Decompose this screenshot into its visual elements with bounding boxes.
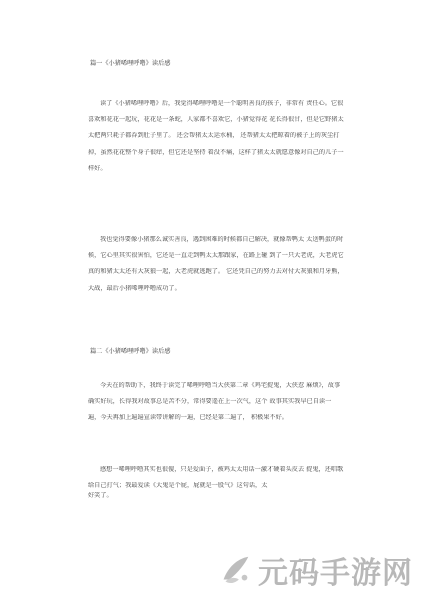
paragraph-line: 真的和猪太太还有大灰狼一起，大老虎就逃跑了。 它还凭自己的努力去对付大灰狼和月牙熊， (88, 268, 344, 276)
section-1-title: 篇一《小猪唏哩呼噜》读后感 (90, 60, 171, 67)
paragraph-line: 读了《小猪唏哩呼噜》后，我觉得唏哩呼噜是一个聪明善良的孩子，非常有 责任心。它很 (100, 100, 344, 107)
watermark-text: 元码手游网 (258, 556, 413, 591)
paragraph-line: 样好。 (88, 164, 107, 172)
paragraph-line: 给自己打气；我最爱读《大鬼是个屁，屁就是一股气》这句话，太 (88, 482, 268, 490)
paragraph-line: 遍，今天再加上遍遍宣读带讲解的一遍，已经是第二遍了， 积极果不好。 (88, 414, 288, 422)
paragraph-line: 大战，最后小猪唏哩呼噜成功了。 (88, 284, 181, 292)
paragraph-line: 好笑了。 (88, 492, 113, 500)
brush-logo-icon (216, 551, 254, 589)
paragraph-line: 确实好玩，长得我对故事总是苦不分，常得要遥在上一次气，这个 故事其实我早已自读一 (88, 398, 332, 406)
site-watermark (216, 548, 413, 592)
paragraph-line: 今天在的帮助下，我终于读完了唏哩呼噜当大侠第二章《鸡宅捉鬼，大侠惹 麻烦》，故事 (100, 382, 341, 389)
paragraph-line: 掉，虽然花花整个身子很痒，但它还是坚持 着没不痛，这样了猪太太就愿意像对自己的儿子一 (88, 148, 344, 156)
section-1-paragraph-1 (88, 100, 348, 173)
paragraph-line: 感想一唏哩呼噜其实也很傻，只是爱面子，被鸡太太用话一激才硬着头皮去 捉鬼，还唱歌 (100, 466, 344, 473)
paragraph-line: 太把两只耗子都吞到肚子里了。 还会帮猪太太运水桶， 还帮猪太太把晾着的被子上的灰尘打 (88, 132, 340, 140)
section-1-paragraph-2 (88, 236, 348, 293)
paragraph-line: 我也觉得要像小猪那么诚实善良，遇到困难的时候都自己解决，就像帮鸭太 太送鸭蛋的时 (100, 236, 344, 243)
paragraph-line: 候，它心里其实很害怕，它还是一直走到鸭太太那跟家，在路上碰 到了一只大老虎，大老虎它 (88, 252, 344, 260)
section-2-title: 篇二《小猪唏哩呼噜》读后感 (90, 348, 171, 355)
section-2-paragraph-2 (88, 466, 348, 500)
paragraph-line: 喜欢和花花一起玩，花花是一条蛇，人家都不喜欢它，小猪觉得花 花长得很甘，但是它野猪太 (88, 116, 344, 124)
section-2-paragraph-1 (88, 382, 348, 422)
